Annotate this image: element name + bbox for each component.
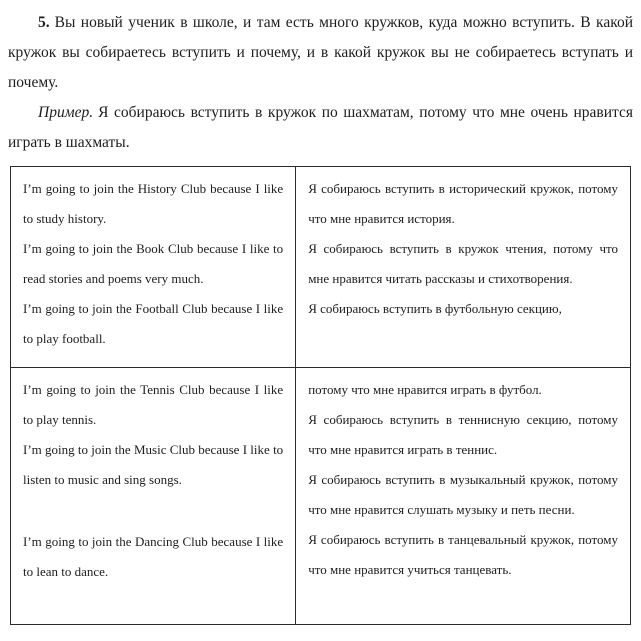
english-sentence: I’m going to join the Music Club because I like to listen to music and sing songs.	[23, 442, 284, 487]
russian-sentence: Я собираюсь вступить в кружок чтения, потому что мне нравится читать рассказы и стихотворения.	[308, 241, 618, 286]
russian-sentence: потому что мне нравится играть в футбол.	[308, 382, 542, 397]
russian-cell-top	[296, 167, 631, 368]
english-cell-top	[11, 167, 296, 368]
example-label: Пример.	[38, 104, 94, 121]
russian-sentence: Я собираюсь вступить в музыкальный кружок, потому что мне нравится слушать музыку и петь песни.	[308, 472, 618, 517]
task-paragraph	[8, 8, 633, 98]
english-sentence: I’m going to join the History Club because I like to study history.	[23, 181, 284, 226]
task-text: Вы новый ученик в школе, и там есть много кружков, куда можно вступить. В какой кружок вы собираетесь вступить и почему, и в какой кружок вы не собираетесь вступать и почему.	[8, 14, 633, 91]
english-sentence: I’m going to join the Book Club because I like to read stories and poems very much.	[23, 241, 284, 286]
russian-cell-bottom	[296, 368, 631, 625]
example-paragraph	[8, 98, 633, 158]
russian-sentence: Я собираюсь вступить в танцевальный кружок, потому что мне нравится учиться танцевать.	[308, 532, 618, 577]
english-cell-bottom	[11, 368, 296, 625]
english-sentence: I’m going to join the Tennis Club because I like to play tennis.	[23, 382, 284, 427]
translation-table	[10, 166, 631, 625]
russian-sentence: Я собираюсь вступить в теннисную секцию, потому что мне нравится играть в теннис.	[308, 412, 618, 457]
english-sentence: I’m going to join the Football Club because I like to play football.	[23, 301, 284, 346]
table-row-top	[11, 167, 631, 368]
english-sentence: I’m going to join the Dancing Club because I like to lean to dance.	[23, 534, 284, 579]
example-text: Я собираюсь вступить в кружок по шахматам, потому что мне очень нравится играть в шахматы.	[8, 104, 633, 151]
task-number: 5.	[38, 14, 50, 31]
russian-sentence: Я собираюсь вступить в исторический кружок, потому что мне нравится история.	[308, 181, 618, 226]
russian-sentence: Я собираюсь вступить в футбольную секцию,	[308, 301, 562, 316]
table-row-bottom	[11, 368, 631, 625]
